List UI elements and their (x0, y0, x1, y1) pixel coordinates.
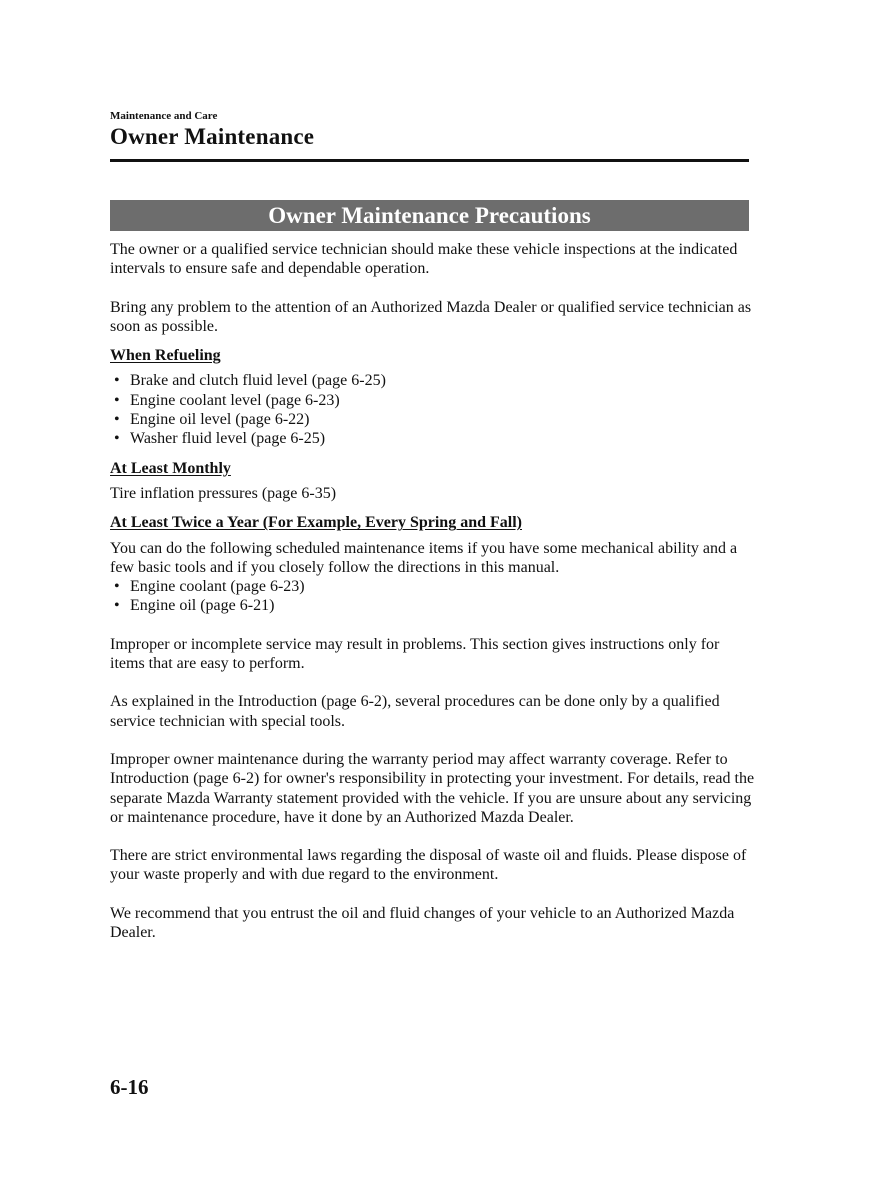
list-item (110, 429, 755, 448)
list-item (110, 596, 755, 615)
list-item-text: Engine oil level (page 6-22) (130, 411, 310, 429)
list-item-text: Engine oil (page 6-21) (130, 597, 275, 615)
intro-paragraph-1: The owner or a qualified service technician should make these vehicle inspections at the indicated intervals to ensure safe and dependable operation. (110, 241, 738, 278)
precautions-banner: Owner Maintenance Precautions (110, 200, 749, 231)
body-paragraph-7: We recommend that you entrust the oil and fluid changes of your vehicle to an Authorized Mazda Dealer. (110, 904, 735, 942)
body-paragraph-4: As explained in the Introduction (page 6-2), several procedures can be done only by a qualified service technician with special tools. (110, 693, 720, 730)
section-title: Owner Maintenance (110, 124, 315, 149)
bullet-dot-icon: • (114, 597, 120, 615)
list-item-text: Engine coolant (page 6-23) (130, 578, 305, 596)
list-item (110, 410, 755, 429)
list-item-text: Brake and clutch fluid level (page 6-25) (130, 372, 386, 390)
twice-a-year-heading: At Least Twice a Year (For Example, Every Spring and Fall) (110, 514, 522, 532)
body-paragraph-6: There are strict environmental laws regarding the disposal of waste oil and fluids. Please dispose of your waste properly and with due regard to the environment. (110, 847, 747, 884)
bullet-dot-icon: • (114, 430, 120, 448)
bullet-dot-icon: • (114, 372, 120, 390)
list-item-text: Washer fluid level (page 6-25) (130, 430, 326, 448)
list-item (110, 391, 755, 410)
twice-a-year-list (110, 577, 755, 616)
bullet-dot-icon: • (114, 578, 120, 596)
list-item (110, 577, 755, 596)
list-item (110, 371, 755, 390)
intro-paragraph-2: Bring any problem to the attention of an Authorized Mazda Dealer or qualified service technician as soon as possible. (110, 298, 752, 335)
body-paragraph-3: Improper or incomplete service may result in problems. This section gives instructions only for items that are easy to perform. (110, 635, 720, 673)
bullet-dot-icon: • (114, 411, 120, 429)
page-content (110, 240, 755, 942)
twice-a-year-text: You can do the following scheduled maintenance items if you have some mechanical ability and a few basic tools and if you closely follow the directions in this manual. (110, 539, 738, 576)
bullet-dot-icon: • (114, 391, 120, 409)
page-number: 6-16 (110, 1075, 149, 1099)
when-refueling-heading: When Refueling (110, 347, 221, 365)
list-item-text: Engine coolant level (page 6-23) (130, 391, 340, 409)
monthly-text: Tire inflation pressures (page 6-35) (110, 484, 337, 502)
when-refueling-list (110, 371, 755, 448)
monthly-heading: At Least Monthly (110, 459, 231, 477)
body-paragraph-5: Improper owner maintenance during the warranty period may affect warranty coverage. Refer to Introduction (page 6-2) for owner's responsibility in protecting your investment. For details, read the separate Mazda Warranty statement provided with the vehicle. If you are unsure about any servicing or maintenance procedure, have it done by an Authorized Mazda Dealer. (110, 750, 755, 826)
section-kicker: Maintenance and Care (110, 110, 218, 122)
title-divider (110, 159, 749, 162)
